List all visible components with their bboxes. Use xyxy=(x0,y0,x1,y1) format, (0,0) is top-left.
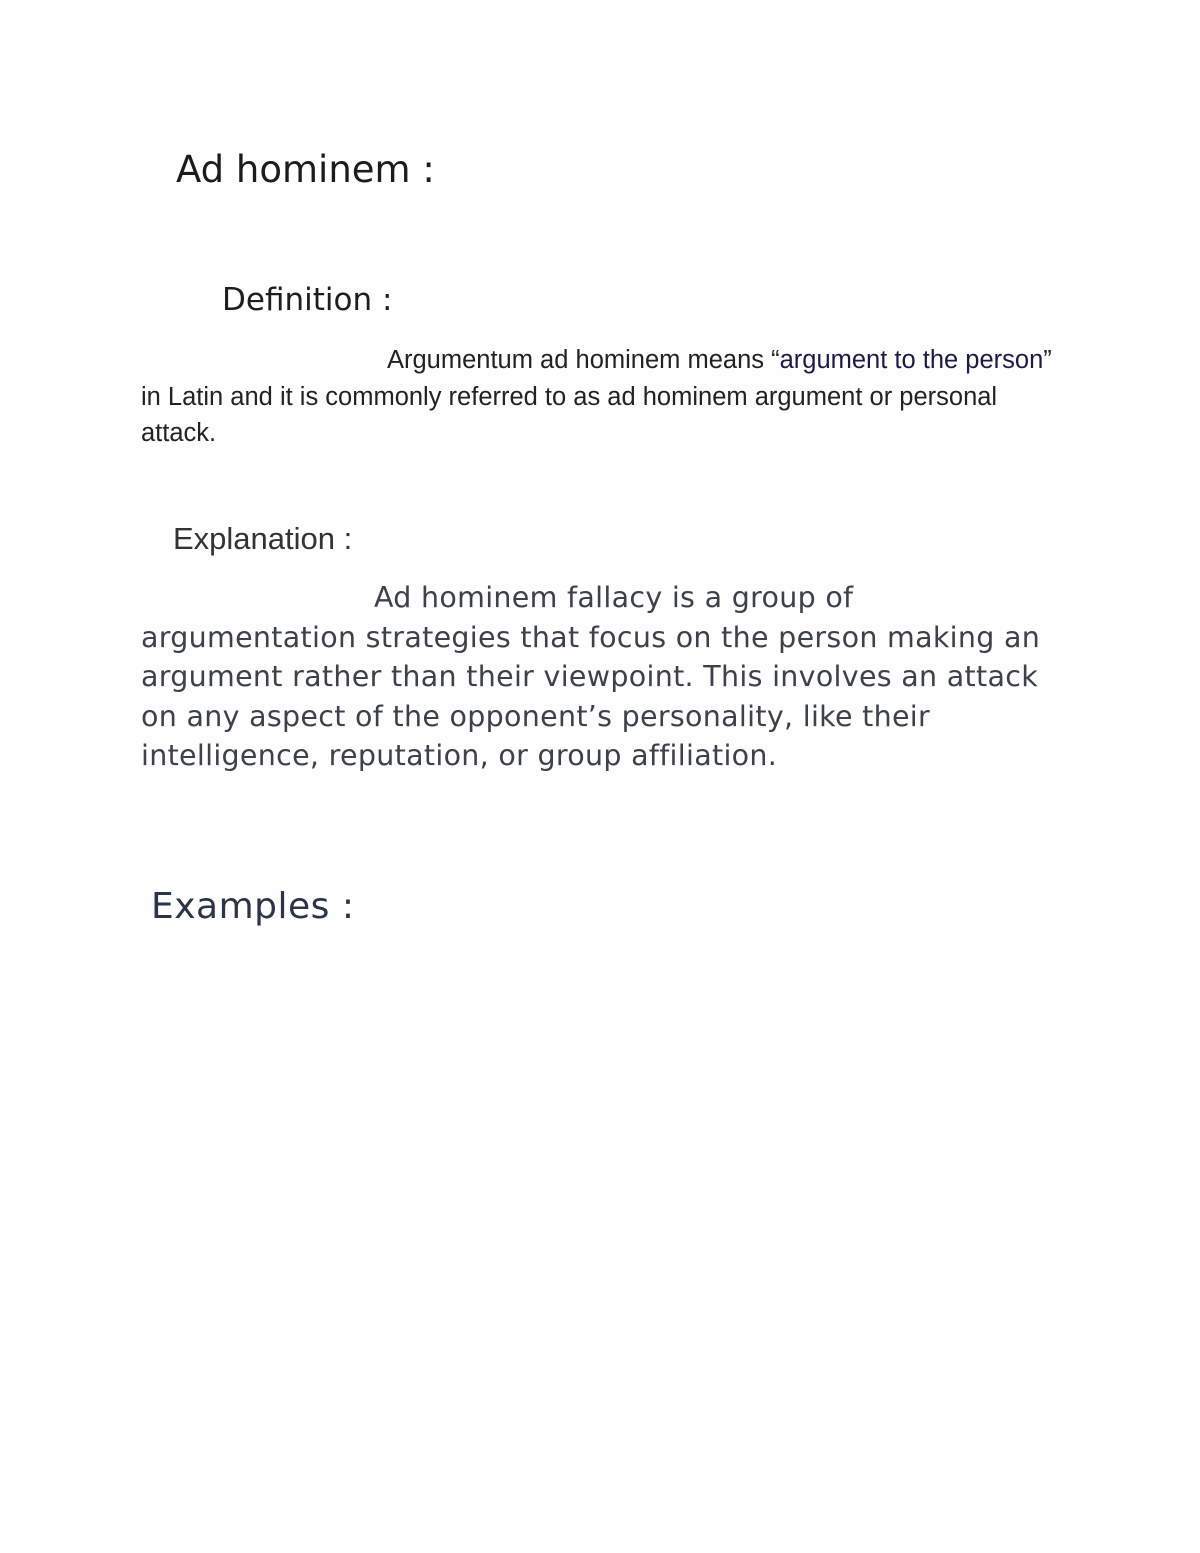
explanation-paragraph xyxy=(141,578,1041,776)
explanation-heading: Explanation : xyxy=(173,521,353,556)
page-title: Ad hominem : xyxy=(176,148,435,191)
definition-text-start: Argumentum ad hominem means “ xyxy=(387,346,780,374)
examples-heading: Examples : xyxy=(151,886,355,927)
definition-paragraph xyxy=(141,342,1061,452)
explanation-text: Ad hominem fallacy is a group of argumentation strategies that focus on the person making an argument rather than their viewpoint. This involves an attack on any aspect of the opponent’s personality, like their intelligence, reputation, or group affiliation. xyxy=(141,581,1041,772)
definition-heading: Definition : xyxy=(222,282,393,318)
definition-highlight: argument to the person xyxy=(779,346,1044,374)
definition-text-end: ” in Latin and it is commonly referred to as ad hominem argument or personal attack. xyxy=(141,346,1052,447)
